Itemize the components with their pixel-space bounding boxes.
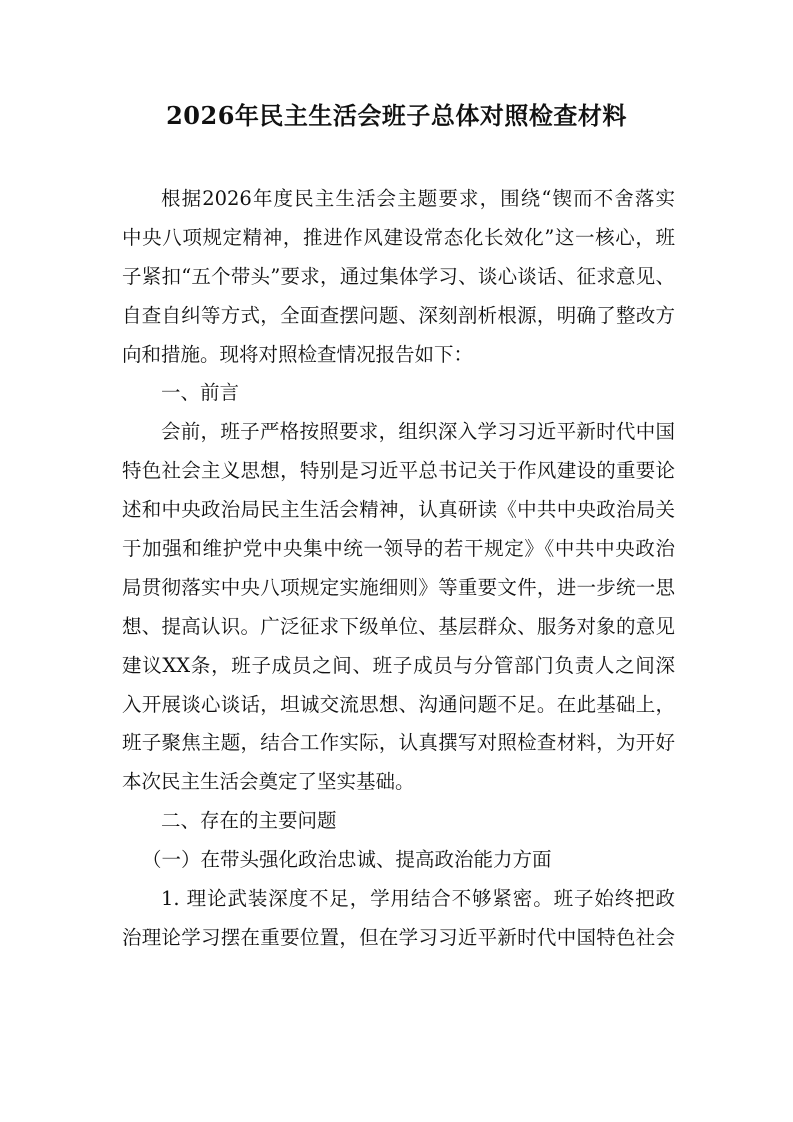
section-heading-problems: 二、存在的主要问题 bbox=[161, 809, 337, 833]
paragraph-line: 入开展谈心谈话，坦诚交流思想、沟通问题不足。在此基础上， bbox=[122, 692, 675, 716]
preface-paragraph bbox=[122, 413, 675, 802]
paragraph-line: 局贯彻落实中央八项规定实施细则》等重要文件，进一步统一思 bbox=[122, 575, 675, 599]
paragraph-line: 治理论学习摆在重要位置，但在学习习近平新时代中国特色社会 bbox=[122, 925, 675, 949]
document-body bbox=[122, 180, 675, 958]
paragraph-line: 述和中央政治局民主生活会精神，认真研读《中共中央政治局关 bbox=[122, 498, 675, 522]
subsection-heading: （一）在带头强化政治忠诚、提高政治能力方面 bbox=[142, 848, 552, 872]
item1-paragraph bbox=[122, 880, 675, 958]
paragraph-line: 向和措施。现将对照检查情况报告如下： bbox=[122, 342, 474, 366]
document-title: 2026年民主生活会班子总体对照检查材料 bbox=[166, 101, 627, 130]
paragraph-line: 特色社会主义思想，特别是习近平总书记关于作风建设的重要论 bbox=[122, 459, 675, 483]
paragraph-line: 中央八项规定精神，推进作风建设常态化长效化”这一核心，班 bbox=[122, 225, 675, 249]
paragraph-line: 想、提高认识。广泛征求下级单位、基层群众、服务对象的意见 bbox=[122, 614, 675, 638]
paragraph-line: 建议XX条，班子成员之间、班子成员与分管部门负责人之间深 bbox=[122, 653, 675, 677]
paragraph-line: 自查自纠等方式，全面查摆问题、深刻剖析根源，明确了整改方 bbox=[122, 303, 675, 327]
intro-paragraph bbox=[122, 180, 675, 374]
paragraph-line: 于加强和维护党中央集中统一领导的若干规定》《中共中央政治 bbox=[122, 537, 675, 561]
paragraph-line: 1. 理论武装深度不足，学用结合不够紧密。班子始终把政 bbox=[161, 887, 675, 911]
paragraph-line: 本次民主生活会奠定了坚实基础。 bbox=[122, 770, 415, 794]
paragraph-line: 班子聚焦主题，结合工作实际，认真撰写对照检查材料，为开好 bbox=[122, 731, 675, 755]
paragraph-line: 会前，班子严格按照要求，组织深入学习习近平新时代中国 bbox=[161, 420, 675, 444]
paragraph-line: 子紧扣“五个带头”要求，通过集体学习、谈心谈话、征求意见、 bbox=[122, 264, 675, 288]
paragraph-line: 根据2026年度民主生活会主题要求，围绕“锲而不舍落实 bbox=[161, 187, 675, 210]
section-heading-preface: 一、前言 bbox=[161, 381, 240, 405]
